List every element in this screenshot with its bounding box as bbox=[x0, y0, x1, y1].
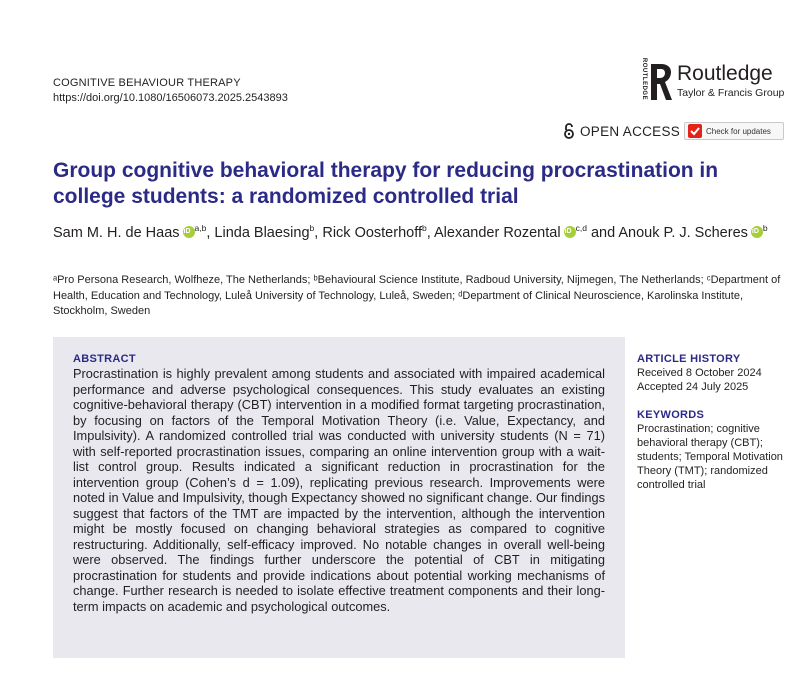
article-history-heading: ARTICLE HISTORY bbox=[637, 353, 741, 365]
open-access-label: OPEN ACCESS bbox=[580, 123, 681, 139]
author[interactable]: Sam M. H. de HaasiD $^{a,b}$ bbox=[53, 225, 206, 241]
crossmark-icon bbox=[688, 124, 702, 138]
publisher-name: Routledge bbox=[677, 62, 773, 85]
doi-link[interactable]: https://doi.org/10.1080/16506073.2025.2543893 bbox=[53, 92, 288, 104]
orcid-icon[interactable] bbox=[751, 226, 763, 238]
author[interactable]: Anouk P. J. ScheresiD $^b$ bbox=[618, 225, 767, 241]
publisher-vertical-label: ROUTLEDGE bbox=[641, 57, 648, 101]
author[interactable]: Alexander RozentaliD $^{c,d}$ bbox=[434, 225, 587, 241]
open-access-badge bbox=[563, 121, 680, 141]
abstract-heading: ABSTRACT bbox=[73, 353, 136, 365]
author-list: Sam M. H. de HaasiD $^{a,b}$, Linda Blaesing$^b$, Rick Oosterhoff$^b$, Alexander RozentaliD $^{c,d}$ and Anouk P. J. ScheresiD $^b$ bbox=[53, 218, 783, 244]
received-date: Received 8 October 2024 bbox=[637, 367, 762, 379]
journal-header bbox=[53, 76, 288, 106]
publisher-subtitle: Taylor & Francis Group bbox=[677, 87, 785, 99]
check-for-updates-label: Check for updates bbox=[706, 126, 771, 136]
author[interactable]: Rick Oosterhoff$^b$ bbox=[322, 223, 427, 241]
article-title: Group cognitive behavioral therapy for reducing procrastination in college students: a randomized controlled trial bbox=[53, 159, 719, 208]
affiliations: ᵃPro Persona Research, Wolfheze, The Netherlands; ᵇBehavioural Science Institute, Radboud University, Nijmegen, The Netherlands; ᶜDepartment of Health, Education and Technology, Luleå University of Technology, Luleå, Sweden; ᵈDepartment of Clinical Neuroscience, Karolinska Institute, Stockholm, Sweden bbox=[53, 274, 781, 317]
keywords-list: Procrastination; cognitive behavioral therapy (CBT); students; Temporal Motivation Theory (TMT); randomized controlled trial bbox=[637, 423, 783, 491]
journal-name: COGNITIVE BEHAVIOUR THERAPY bbox=[53, 77, 241, 89]
abstract-body: Procrastination is highly prevalent among students and associated with impaired academical performance and adverse psychological consequences. This study evaluates an existing cognitive-behavioral therapy (CBT) intervention in a modified format targeting procrastination, by focusing on factors of the Temporal Motivation Theory (i.e. Value, Expectancy, and Impulsivity). A randomized controlled trial was conducted with university students (N = 71) with self-reported procrastination issues, comparing an online intervention group with a wait-list control group. Results indicated a significant reduction in procrastination for the intervention group (Cohen’s d = 1.09), replicating previous research. Improvements were noted in Value and Impulsivity, though Expectancy showed no significant change. Our findings suggest that factors of the TMT are impacted by the intervention, although the intervention might be mostly focused on changing behavioral strategies as compared to cognitive restructuring. Additionally, self-efficacy improved. No notable changes in overall well-being were observed. The findings further underscore the potential of CBT in mitigating procrastination for students and provide indications about potential working mechanisms of change. Further research is needed to isolate effective treatment components and their long-term impacts on academic and psychological outcomes. bbox=[73, 366, 605, 614]
orcid-icon[interactable] bbox=[183, 226, 195, 238]
publisher-logo[interactable] bbox=[637, 57, 787, 106]
routledge-r-icon bbox=[648, 62, 672, 102]
author[interactable]: Linda Blaesing$^b$ bbox=[214, 223, 315, 241]
accepted-date: Accepted 24 July 2025 bbox=[637, 381, 749, 393]
check-for-updates-button[interactable] bbox=[684, 122, 784, 140]
article-sidebar bbox=[637, 352, 787, 492]
keywords-heading: KEYWORDS bbox=[637, 409, 705, 421]
orcid-icon[interactable] bbox=[564, 226, 576, 238]
abstract-box bbox=[53, 337, 625, 658]
open-lock-icon bbox=[563, 123, 575, 139]
